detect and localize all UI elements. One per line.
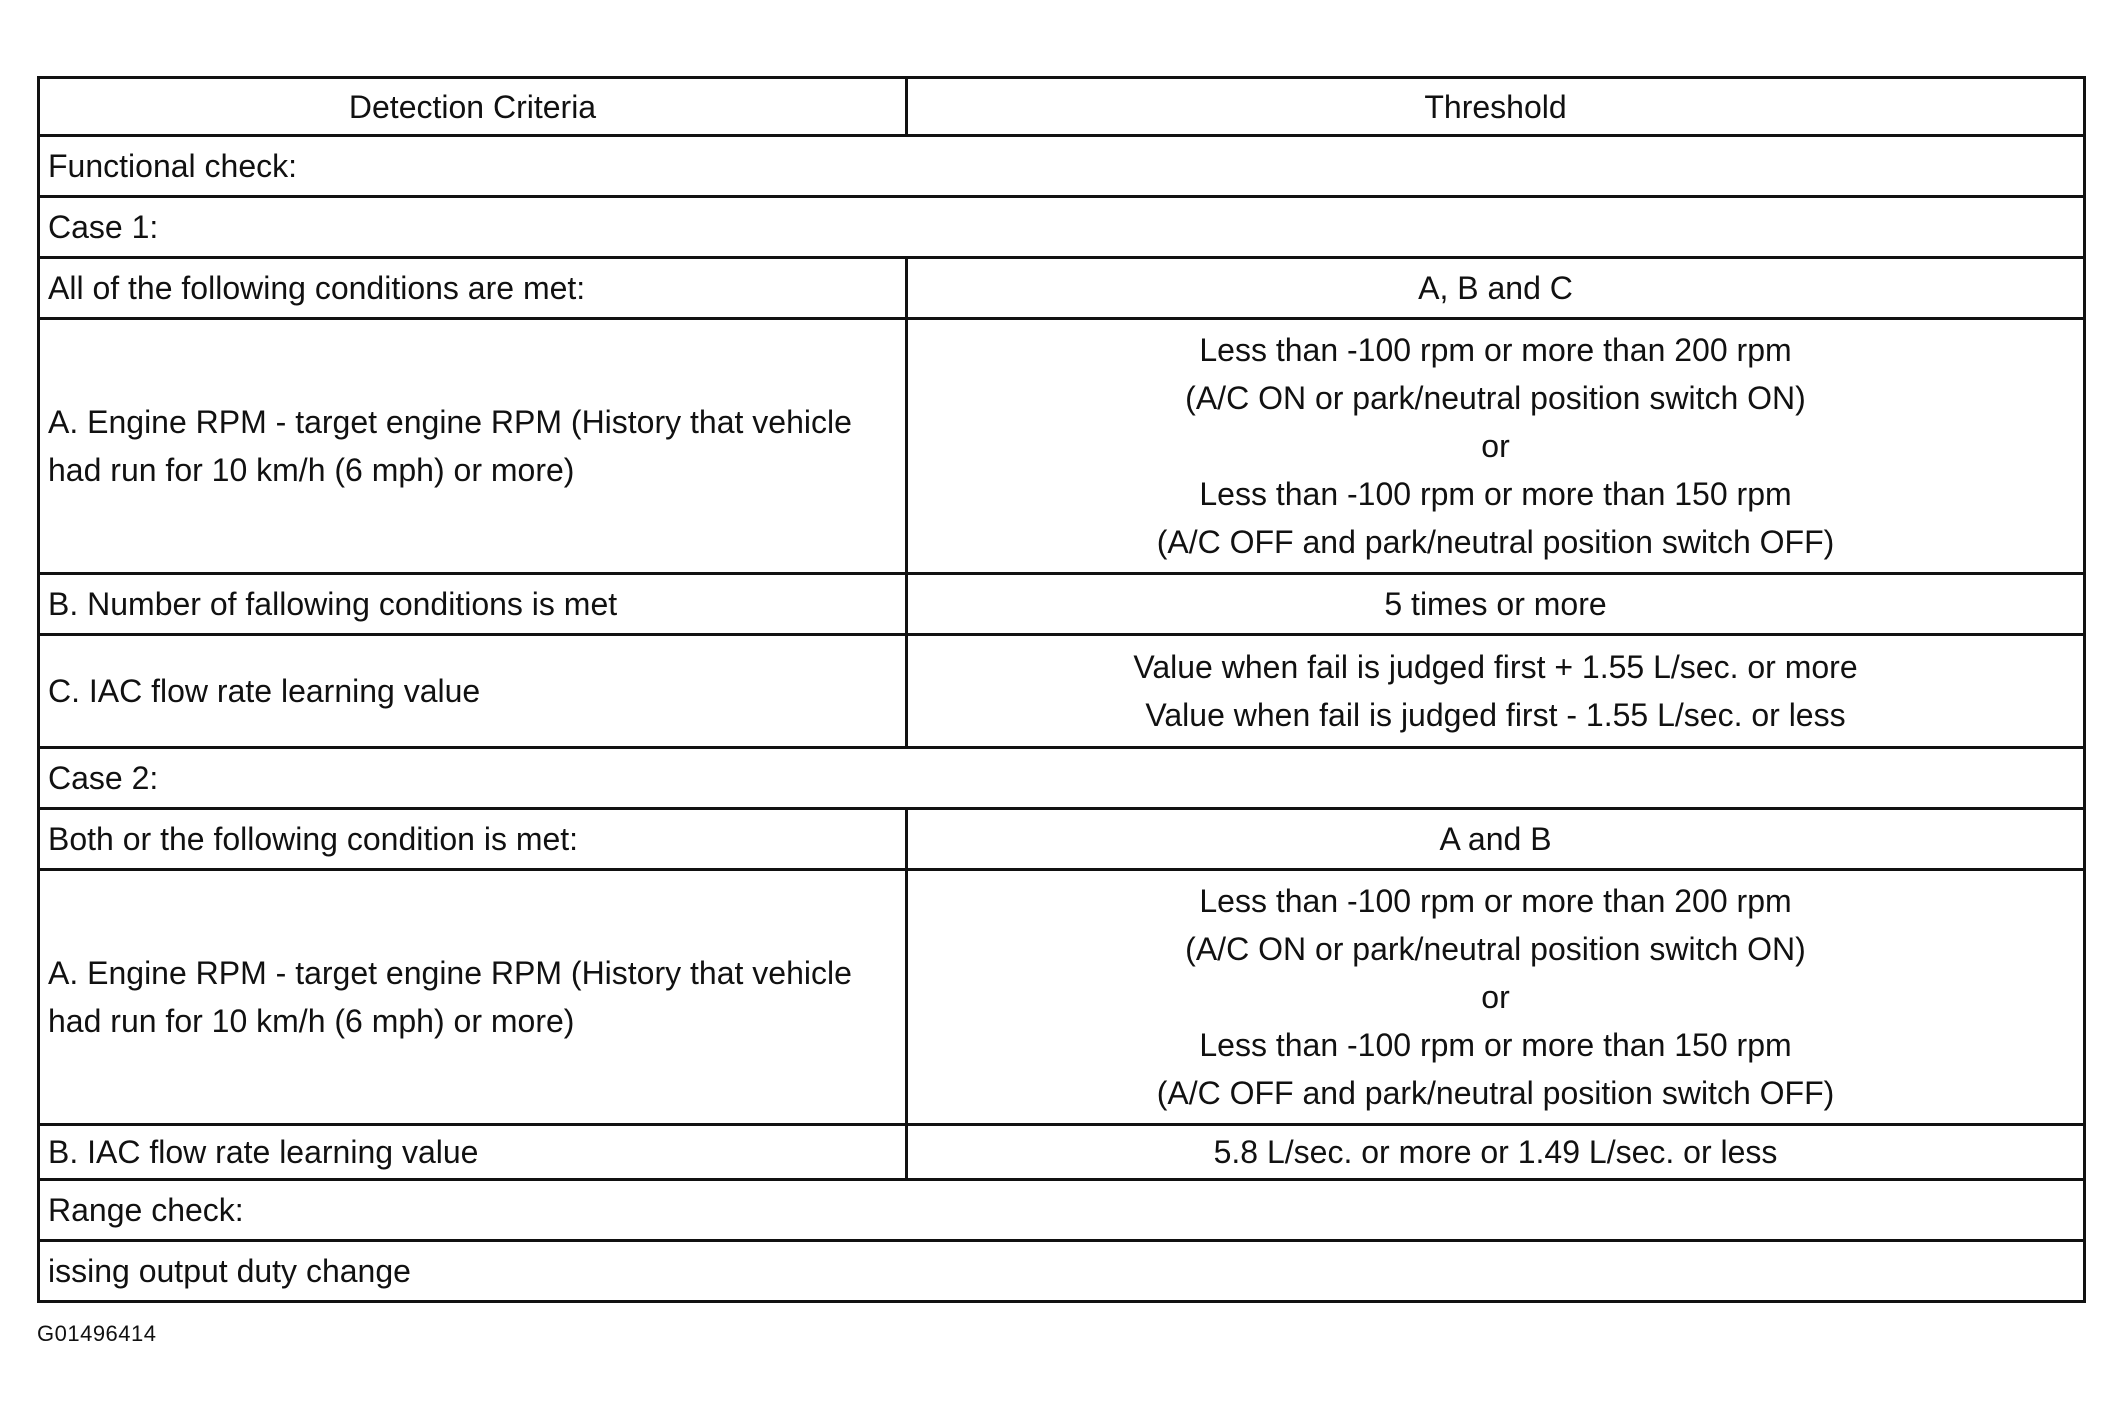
table-row — [39, 809, 2085, 870]
threshold-cell: 5 times or more — [907, 574, 2085, 635]
criteria-cell: B. Number of fallowing conditions is met — [39, 574, 907, 635]
criteria-cell: All of the following conditions are met: — [39, 258, 907, 319]
threshold-line: Less than -100 rpm or more than 150 rpm — [1199, 476, 1792, 512]
detection-criteria-table — [37, 76, 2086, 1303]
threshold-line: Value when fail is judged first - 1.55 L/sec. or less — [1145, 697, 1846, 733]
table-row — [39, 635, 2085, 748]
functional-check-label: Functional check: — [39, 136, 2085, 197]
table-row — [39, 258, 2085, 319]
criteria-sheet — [37, 76, 2083, 1303]
threshold-cell: 5.8 L/sec. or more or 1.49 L/sec. or less — [907, 1125, 2085, 1180]
section-case-1 — [39, 197, 2085, 258]
threshold-line: (A/C ON or park/neutral position switch ON) — [1185, 380, 1806, 416]
criteria-cell: A. Engine RPM - target engine RPM (History that vehicle had run for 10 km/h (6 mph) or more) — [39, 319, 907, 574]
criteria-cell: B. IAC flow rate learning value — [39, 1125, 907, 1180]
range-check-label: Range check: — [39, 1180, 2085, 1241]
table-row — [39, 870, 2085, 1125]
table-row — [39, 574, 2085, 635]
table-header-row — [39, 78, 2085, 136]
table-row — [39, 319, 2085, 574]
threshold-cell: A, B and C — [907, 258, 2085, 319]
table-row — [39, 1241, 2085, 1302]
criteria-cell: C. IAC flow rate learning value — [39, 635, 907, 748]
header-threshold: Threshold — [907, 78, 2085, 136]
section-functional-check — [39, 136, 2085, 197]
threshold-line: Less than -100 rpm or more than 200 rpm — [1199, 332, 1792, 368]
criteria-cell: A. Engine RPM - target engine RPM (History that vehicle had run for 10 km/h (6 mph) or more) — [39, 870, 907, 1125]
threshold-line: or — [1481, 979, 1510, 1015]
threshold-line: Less than -100 rpm or more than 200 rpm — [1199, 883, 1792, 919]
threshold-cell: A and B — [907, 809, 2085, 870]
figure-id: G01496414 — [37, 1321, 157, 1346]
threshold-line: (A/C OFF and park/neutral position switch OFF) — [1156, 1075, 1835, 1111]
table-row — [39, 1125, 2085, 1180]
criteria-cell: Both or the following condition is met: — [39, 809, 907, 870]
case-2-label: Case 2: — [39, 748, 2085, 809]
section-range-check — [39, 1180, 2085, 1241]
case-1-label: Case 1: — [39, 197, 2085, 258]
range-check-cell: issing output duty change — [39, 1241, 2085, 1302]
threshold-line: Value when fail is judged first + 1.55 L/sec. or more — [1133, 649, 1858, 685]
threshold-cell — [907, 870, 2085, 1125]
threshold-line: (A/C ON or park/neutral position switch ON) — [1185, 931, 1806, 967]
threshold-line: or — [1481, 428, 1510, 464]
threshold-cell — [907, 635, 2085, 748]
threshold-line: (A/C OFF and park/neutral position switch OFF) — [1156, 524, 1835, 560]
header-detection-criteria: Detection Criteria — [39, 78, 907, 136]
threshold-line: Less than -100 rpm or more than 150 rpm — [1199, 1027, 1792, 1063]
section-case-2 — [39, 748, 2085, 809]
threshold-cell — [907, 319, 2085, 574]
